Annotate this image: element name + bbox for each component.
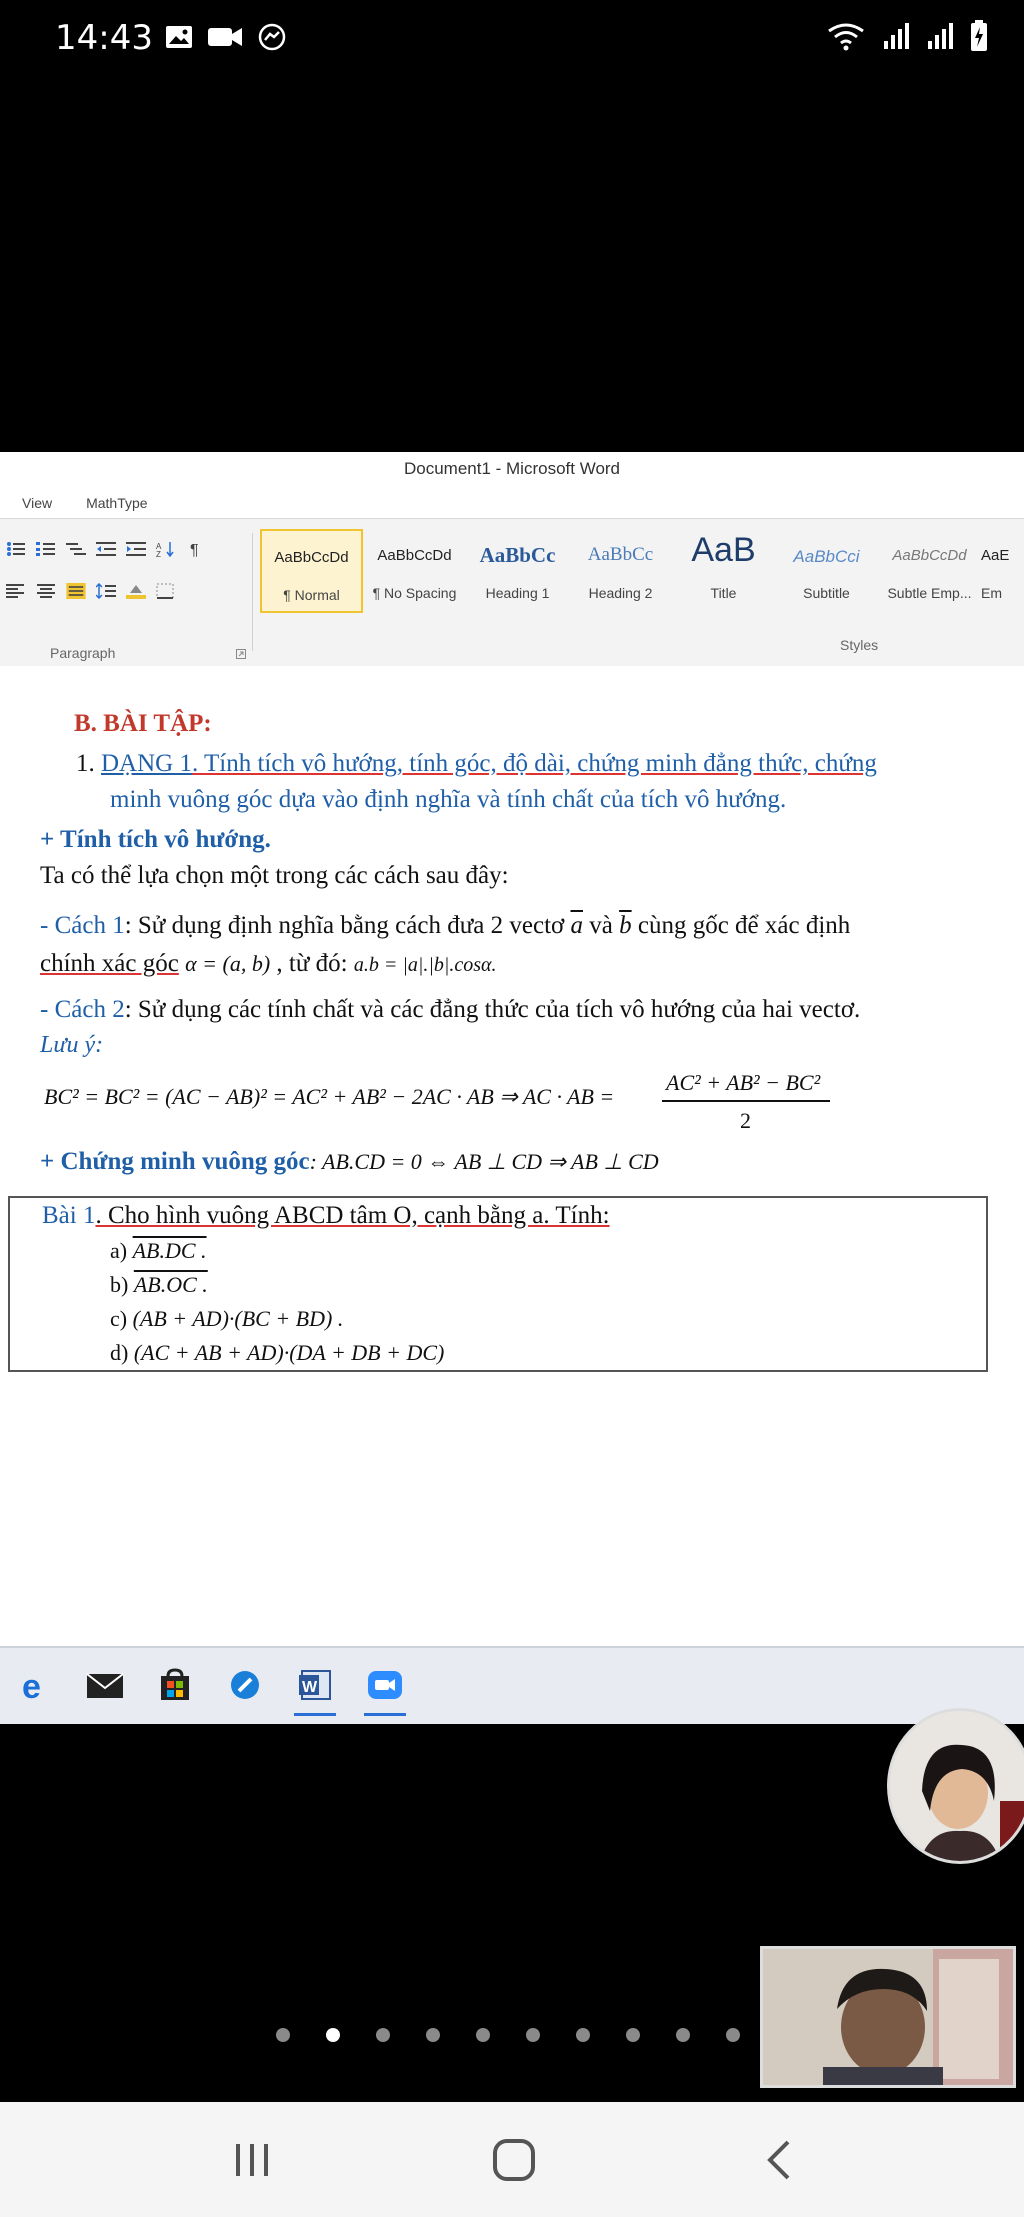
style-preview: AaBbCci (793, 547, 860, 566)
cach1-goc: chính xác góc (40, 950, 179, 977)
item-expr: AB.DC . (132, 1238, 207, 1263)
recent-apps-icon[interactable] (228, 2138, 278, 2182)
paragraph-row-1 (6, 541, 206, 557)
vector-a: $\overline{a}$ (570, 912, 583, 939)
align-left-icon[interactable] (6, 583, 26, 599)
luu-y-label: Lưu ý: (40, 1032, 104, 1058)
increase-indent-icon[interactable] (126, 541, 146, 557)
style-emphasis[interactable] (981, 529, 1021, 613)
page-indicator (276, 2028, 740, 2042)
style-preview: AaB (691, 531, 756, 569)
cach2-label: - Cách 2 (40, 996, 125, 1023)
style-preview: AaBbCcDd (274, 549, 349, 566)
numbering-icon[interactable] (36, 541, 56, 557)
main-formula: BC² = BC² = (AC − AB)² = AC² + AB² − 2AC · AB ⇒ AC · AB = (44, 1084, 615, 1109)
svg-text:e: e (22, 1668, 41, 1702)
self-video-tile[interactable] (760, 1946, 1016, 2088)
video-icon (207, 26, 243, 48)
cach1-and: và (589, 912, 613, 939)
battery-icon (970, 20, 988, 52)
dot-product-formula: a.b = |a|.|b|.cosα. (353, 954, 497, 976)
dang1-line (76, 750, 877, 778)
style-normal[interactable] (260, 529, 363, 613)
bullets-icon[interactable] (6, 541, 26, 557)
cach1-line (40, 912, 850, 940)
vector-b: $\overline{b}$ (619, 912, 632, 939)
paragraph-row-2 (6, 583, 176, 599)
back-icon[interactable] (756, 2138, 806, 2182)
page-dot[interactable] (576, 2028, 590, 2042)
style-name: ¶ No Spacing (372, 585, 457, 601)
bai1-title (42, 1202, 610, 1230)
justify-icon[interactable] (66, 583, 86, 599)
item-label: d) (110, 1340, 129, 1365)
line-spacing-icon[interactable] (96, 583, 116, 599)
decrease-indent-icon[interactable] (96, 541, 116, 557)
page-dot[interactable] (526, 2028, 540, 2042)
item-label: c) (110, 1306, 128, 1331)
style-preview: AaBbCcDd (892, 547, 967, 564)
svg-text:A: A (156, 542, 162, 551)
status-right-icons (826, 20, 988, 52)
item-expr: (AC + AB + AD)·(DA + DB + DC) (133, 1340, 445, 1365)
style-subtitle[interactable] (775, 529, 878, 613)
window-title: Document1 - Microsoft Word (403, 459, 621, 478)
borders-icon[interactable] (156, 583, 176, 599)
ribbon (0, 518, 1024, 668)
cach1-text-2: cùng gốc để xác định (637, 912, 851, 939)
tinh-tich-heading: + Tính tích vô hướng. (40, 826, 271, 853)
taskbar-icons (0, 1660, 420, 1710)
paragraph-group (0, 527, 250, 661)
align-center-icon[interactable] (36, 583, 56, 599)
fraction-denominator: 2 (740, 1108, 751, 1133)
menu-row (0, 488, 1024, 518)
cach2-text: : Sử dụng các tính chất và các đẳng thức của tích vô hướng của hai vectơ. (124, 996, 861, 1023)
participant-photo (890, 1711, 1024, 1861)
alpha-formula: α = (a, b) (185, 951, 271, 976)
ribbon-divider (252, 533, 253, 651)
dang1-text: . Tính tích vô hướng, tính góc, độ dài, chứng minh đẳng thức, chứng (191, 750, 877, 777)
style-name: Title (710, 585, 737, 601)
style-title[interactable] (672, 529, 775, 613)
dang1-line-2: minh vuông góc dựa vào định nghĩa và tính chất của tích vô hướng. (110, 786, 787, 813)
pilcrow-icon[interactable] (186, 541, 206, 557)
style-name: Heading 2 (588, 585, 653, 601)
menu-view[interactable]: View (22, 495, 53, 511)
exercise-item (110, 1238, 207, 1264)
perpendicular-line (40, 1148, 659, 1176)
style-preview: AaE (981, 547, 1010, 564)
document-page[interactable] (0, 666, 1024, 1646)
styles-group-label: Styles (840, 637, 879, 653)
cach1-label: - Cách 1 (40, 912, 125, 939)
home-icon[interactable] (489, 2138, 539, 2182)
dang1-label: DẠNG 1 (101, 750, 192, 777)
app-icon[interactable] (210, 1660, 280, 1710)
page-dot[interactable] (376, 2028, 390, 2042)
section-b-heading: B. BÀI TẬP: (74, 710, 212, 737)
paragraph-group-label: Paragraph (50, 645, 116, 661)
svg-text:Z: Z (156, 550, 161, 557)
style-name: Subtle Emp... (887, 585, 972, 601)
fraction-bar (662, 1100, 830, 1102)
page-dot[interactable] (676, 2028, 690, 2042)
word-icon[interactable] (280, 1660, 350, 1710)
style-preview: AaBbCc (479, 543, 556, 567)
mail-icon[interactable] (70, 1660, 140, 1710)
page-dot[interactable] (426, 2028, 440, 2042)
status-bar (0, 0, 1024, 80)
windows-taskbar (0, 1646, 1024, 1724)
store-icon[interactable] (140, 1660, 210, 1710)
style-heading-2[interactable] (569, 529, 672, 613)
exercise-item (110, 1340, 444, 1366)
svg-text:W: W (302, 1679, 318, 1696)
sort-icon[interactable] (156, 541, 176, 557)
shading-icon[interactable] (126, 583, 146, 599)
word-window (0, 452, 1024, 1724)
item-label: b) (110, 1272, 129, 1297)
status-time: 14:43 (55, 18, 153, 58)
edge-icon[interactable] (0, 1660, 70, 1710)
page-dot-active[interactable] (326, 2028, 340, 2042)
styles-gallery (260, 529, 1021, 613)
item-label: a) (110, 1238, 128, 1263)
svg-text:¶: ¶ (190, 542, 199, 557)
page-dot[interactable] (276, 2028, 290, 2042)
style-no-spacing[interactable] (363, 529, 466, 613)
item-expr: (AB + AD)·(BC + BD) . (132, 1306, 344, 1331)
signal-icon-2 (926, 21, 954, 51)
signal-icon-1 (882, 21, 910, 51)
ta-co-text: Ta có thể lựa chọn một trong các cách sau đây: (40, 862, 509, 889)
style-name: Subtitle (803, 585, 850, 601)
exercise-item (110, 1272, 208, 1298)
style-preview: AaBbCc (587, 544, 654, 565)
gallery-icon (165, 25, 193, 49)
zoom-icon[interactable] (350, 1660, 420, 1710)
style-name: ¶ Normal (283, 587, 340, 603)
dialog-launcher-icon[interactable] (236, 649, 246, 659)
page-dot[interactable] (626, 2028, 640, 2042)
wifi-icon (826, 21, 866, 51)
style-preview: AaBbCcDd (377, 547, 452, 564)
bai1-text: . Cho hình vuông ABCD tâm O, cạnh bằng a. Tính: (95, 1202, 610, 1229)
style-subtle-emphasis[interactable] (878, 529, 981, 613)
bai1-label: Bài 1 (42, 1202, 96, 1229)
style-heading-1[interactable] (466, 529, 569, 613)
cach1-text: : Sử dụng định nghĩa bằng cách đưa 2 vectơ (124, 912, 565, 939)
dang1-number: 1. (76, 750, 95, 777)
exercise-item (110, 1306, 343, 1332)
messenger-icon (257, 22, 287, 52)
menu-mathtype[interactable]: MathType (86, 495, 148, 511)
video-feed (763, 1949, 1013, 2085)
cach1-line-2 (40, 950, 497, 978)
cach2-line (40, 996, 860, 1024)
title-bar (0, 452, 1024, 486)
android-nav-bar (0, 2102, 1024, 2217)
cach1-tu-do: , từ đó: (276, 950, 348, 977)
page-dot[interactable] (726, 2028, 740, 2042)
style-name: Heading 1 (485, 585, 550, 601)
participant-avatar[interactable] (887, 1708, 1024, 1864)
fraction-numerator: AC² + AB² − BC² (666, 1070, 821, 1095)
multilevel-list-icon[interactable] (66, 541, 86, 557)
page-dot[interactable] (476, 2028, 490, 2042)
style-name: Em (981, 585, 1002, 601)
status-left-icons (165, 22, 287, 52)
item-expr: AB.OC . (133, 1272, 208, 1297)
perpendicular-formula: : AB.CD = 0 ⇔ AB ⊥ CD ⇒ AB ⊥ CD (309, 1149, 659, 1174)
perpendicular-label: + Chứng minh vuông góc (40, 1148, 310, 1175)
